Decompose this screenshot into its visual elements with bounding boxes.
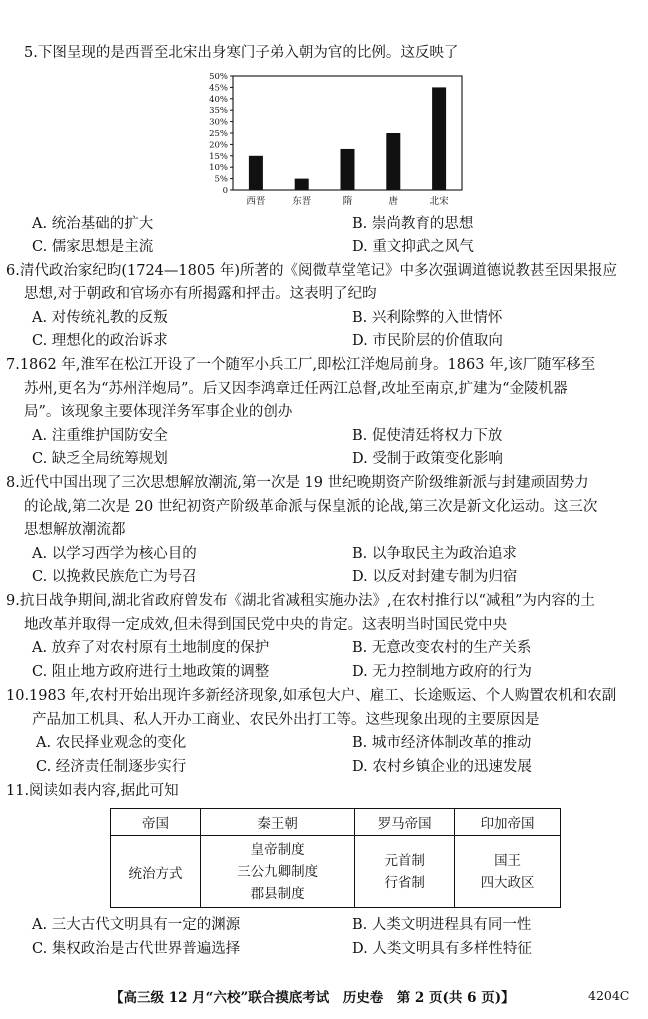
y-tick-label: 15% [209,151,228,162]
q7-stem-line-1: 7.1862 年,淮军在松江开设了一个随军小兵工厂,即松江洋炮局前身。1863 年,该厂随军移至 [6,357,596,373]
y-tick-label: 40% [209,94,228,105]
y-tick-label: 25% [209,129,228,139]
x-tick-label: 东晋 [292,196,312,207]
q10-stem-line-1: 10.1983 年,农村开始出现许多新经济现象,如承包大户、雇工、长途贩运、个人购置农机和农副 [6,688,617,704]
q5-option-d: D. 重文抑武之风气 [352,239,474,255]
q7-stem-line-2: 苏州,更名为“苏州洋炮局”。后又因李鸿章迁任两江总督,改址至南京,扩建为“金陵机器 [24,381,568,397]
q10-option-d: D. 农村乡镇企业的迅速发展 [352,759,532,775]
q9-stem-line-2: 地改革并取得一定成效,但未得到国民党中央的肯定。这表明当时国民党中央 [24,617,508,633]
rome-item: 元首制 [384,852,425,869]
q6-option-a: A. 对传统礼教的反叛 [32,310,168,326]
q10-option-b: B. 城市经济体制改革的推动 [352,735,532,751]
q11-option-d: D. 人类文明具有多样性特征 [352,941,532,957]
q8-stem-line-1: 8.近代中国出现了三次思想解放潮流,第一次是 19 世纪晚期资产阶级维新派与封建顽固势力 [6,475,589,491]
q6-option-d: D. 市民阶层的价值取向 [352,333,503,349]
q10-option-a: A. 农民择业观念的变化 [36,735,187,751]
y-tick-label: 20% [209,140,228,151]
x-tick-label: 北宋 [429,196,449,207]
header-cell-qin: 秦王朝 [201,809,355,836]
table-header-row [111,809,561,836]
q7-option-a: A. 注重维护国防安全 [32,428,168,444]
q8-stem-line-2: 的论战,第二次是 20 世纪初资产阶级革命派与保皇派的论战,第三次是新文化运动。这三次 [24,499,598,515]
q8-option-d: D. 以反对封建专制为归宿 [352,569,518,585]
y-tick-label: 45% [209,83,228,94]
y-tick-label: 30% [209,117,228,128]
q5-bar-chart [200,68,470,213]
x-tick-label: 西晋 [246,196,266,207]
header-cell-inca: 印加帝国 [455,809,561,836]
y-tick-label: 5% [214,174,228,185]
inca-cell [455,836,561,908]
q10-stem-line-2: 产品加工机具、私人开办工商业、农民外出打工等。这些现象出现的主要原因是 [32,712,540,728]
q6-option-b: B. 兴利除弊的入世情怀 [352,310,503,326]
qin-item: 皇帝制度 [250,841,305,858]
exam-code: 4204C [588,988,630,1003]
q9-option-b: B. 无意改变农村的生产关系 [352,640,532,656]
q5-stem: 5.下图呈现的是西晋至北宋出身寒门子弟入朝为官的比例。这反映了 [24,45,459,61]
q7-option-c: C. 缺乏全局统筹规划 [32,451,168,467]
y-tick-label: 50% [209,72,228,82]
q5-option-c: C. 儒家思想是主流 [32,239,154,255]
rome-item: 行省制 [384,874,425,891]
rome-cell [355,836,455,908]
q11-option-c: C. 集权政治是古代世界普遍选择 [32,941,241,957]
q7-stem-line-3: 局”。该现象主要体现洋务军事企业的创办 [24,404,293,420]
qin-item: 郡县制度 [250,885,305,902]
inca-item: 国王 [494,852,522,869]
bar-2 [295,179,309,190]
bar-5 [432,87,446,190]
q9-option-a: A. 放弃了对农村原有土地制度的保护 [32,640,270,656]
table-row [111,836,561,908]
x-tick-label: 隋 [342,196,353,207]
q8-stem-line-3: 思想解放潮流都 [24,522,126,538]
header-cell-empire: 帝国 [111,809,201,836]
bar-3 [341,149,355,190]
q9-stem-line-1: 9.抗日战争期间,湖北省政府曾发布《湖北省减租实施办法》,在农村推行以“减租”为内容的土 [6,593,595,609]
bar-1 [249,156,263,190]
q6-option-c: C. 理想化的政治诉求 [32,333,168,349]
y-tick-label: 0 [222,186,228,196]
q6-stem-line-1: 6.清代政治家纪昀(1724—1805 年)所著的《阅微草堂笔记》中多次强调道德说教甚至因果报应 [6,263,618,279]
q11-stem: 11.阅读如表内容,据此可知 [6,783,179,799]
q11-option-a: A. 三大古代文明具有一定的渊源 [32,917,241,933]
q8-option-b: B. 以争取民主为政治追求 [352,546,517,562]
q6-stem-line-2: 思想,对于朝政和官场亦有所揭露和抨击。这表明了纪昀 [24,286,377,302]
y-tick-label: 10% [209,163,228,174]
page-footer: 【高三级 12 月“六校”联合摸底考试 历史卷 第 2 页(共 6 页)】 [110,990,515,1006]
q5-option-a: A. 统治基础的扩大 [32,216,154,232]
bar-4 [386,133,400,190]
y-tick-label: 35% [209,106,228,117]
q5-option-b: B. 崇尚教育的思想 [352,216,474,232]
inca-item: 四大政区 [480,874,535,891]
q10-option-c: C. 经济责任制逐步实行 [36,759,187,775]
header-cell-rome: 罗马帝国 [355,809,455,836]
x-tick-label: 唐 [388,196,399,207]
row-label-cell: 统治方式 [111,836,201,908]
q8-option-a: A. 以学习西学为核心目的 [32,546,197,562]
q7-option-d: D. 受制于政策变化影响 [352,451,503,467]
qin-item: 三公九卿制度 [237,863,319,880]
q11-option-b: B. 人类文明进程具有同一性 [352,917,532,933]
q9-option-c: C. 阻止地方政府进行土地政策的调整 [32,664,270,680]
q9-option-d: D. 无力控制地方政府的行为 [352,664,532,680]
q7-option-b: B. 促使清廷将权力下放 [352,428,503,444]
q8-option-c: C. 以挽救民族危亡为号召 [32,569,197,585]
q11-table [110,808,561,908]
qin-cell [201,836,355,908]
